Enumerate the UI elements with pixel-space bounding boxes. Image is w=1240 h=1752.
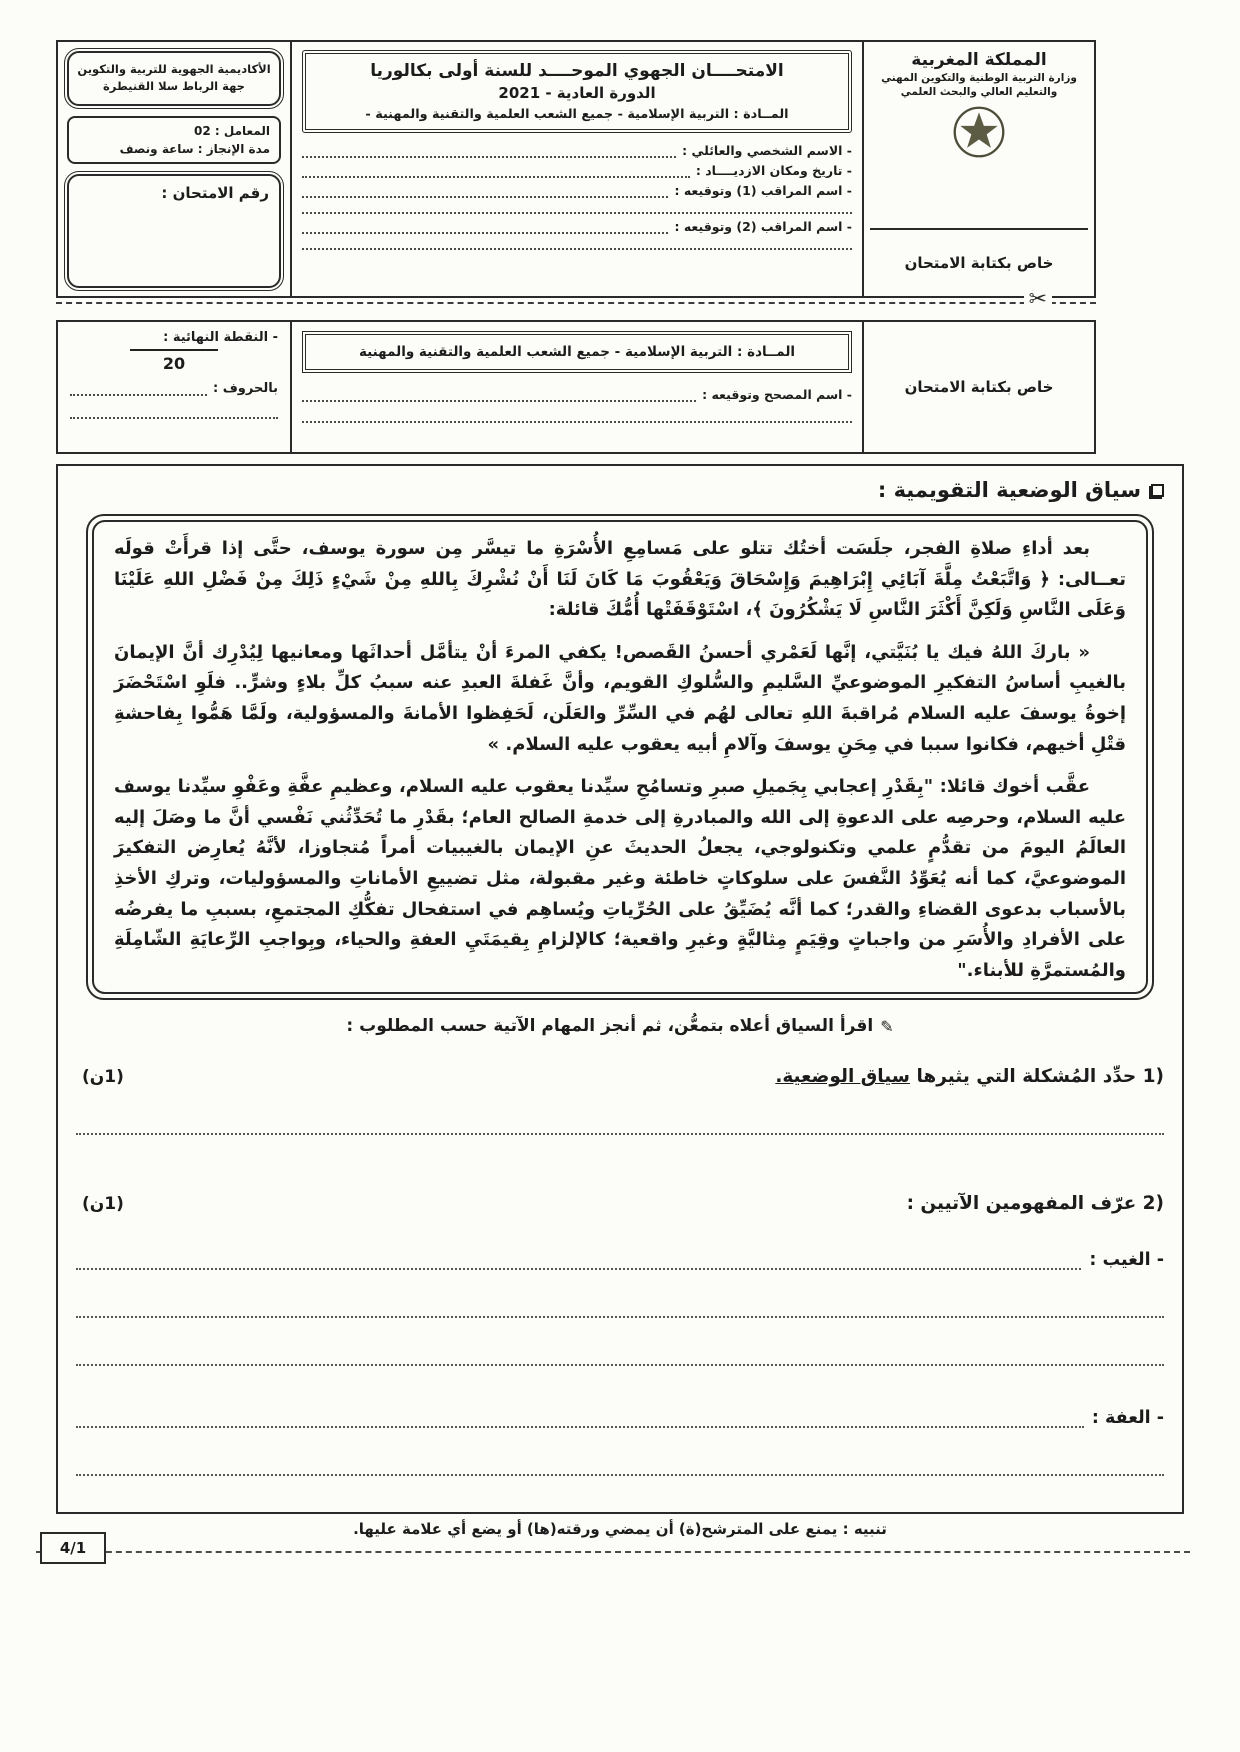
subject-frame-2: المــادة : التربية الإسلامية - جميع الشعب العلمية والتقنية والمهنية <box>302 331 852 373</box>
ministry-line-1: وزارة التربية الوطنية والتكوين المهني <box>881 72 1077 84</box>
in-letters-input-line[interactable] <box>70 383 207 396</box>
context-paragraph: بعد أداءِ صلاةِ الفجر، جلَسَت أختُك تتلو على مَسامِعِ الأُسْرَةِ ما تيسَّر مِن سورة يوسف، حتَّى إذا قرأَتْ قولَه تعــالى: ﴿ وَاتَّبَعْتُ مِلَّةَ آبَائِي إِبْرَاهِيمَ وَإِسْحَاقَ وَيَعْقُوبَ مَا كَانَ لَنَا أَنْ نُشْرِكَ بِاللهِ مِنْ شَيْءٍ ذَلِكَ مِنْ فَضْلِ اللهِ عَلَيْنَا وَعَلَى النَّاسِ وَلَكِنَّ أَكْثَرَ النَّاسِ لَا يَشْكُرُونَ ﴾، اسْتَوْقَفَتْها أُمُّكَ قائلة: <box>114 538 1126 621</box>
task-1-points: (1ن) <box>82 1067 124 1088</box>
task-1-underlined: سياق الوضعية. <box>775 1066 910 1088</box>
exam-title-frame <box>302 50 852 133</box>
concept-iffa-answer-line-2[interactable] <box>76 1474 1164 1476</box>
task-1-answer-line[interactable] <box>76 1133 1164 1135</box>
supervisor1-label: - اسم المراقب (1) وتوقيعه : <box>674 183 852 198</box>
candidate-fields <box>302 143 852 250</box>
task-2-row <box>76 1193 1164 1214</box>
grading-middle-column <box>290 322 862 452</box>
coefficient-label: المعامل : 02 <box>194 123 270 138</box>
supervisor2-label: - اسم المراقب (2) وتوقيعه : <box>674 219 852 234</box>
concept-ghayb-row <box>76 1250 1164 1270</box>
corrector-field <box>302 387 852 402</box>
exam-office-label-2: خاص بكتابة الامتحان <box>862 322 1094 452</box>
morocco-emblem-icon <box>951 104 1007 160</box>
exam-session: الدورة العادية - 2021 <box>498 84 656 102</box>
kingdom-column <box>862 42 1094 296</box>
task-1-row <box>76 1066 1164 1087</box>
academy-column <box>58 42 290 296</box>
duration-label: مدة الإنجاز : ساعة ونصف <box>119 141 270 156</box>
instruction-text: اقرأ السياق أعلاه بتمعُّن، ثم أنجز المهام الآتية حسب المطلوب : <box>346 1016 874 1037</box>
final-mark-label: - النقطة النهائية : <box>163 330 278 345</box>
score-write-line[interactable] <box>130 349 218 351</box>
coefficient-box <box>67 116 281 164</box>
task-2-number: 2) <box>1142 1193 1164 1215</box>
final-mark-column <box>58 322 290 452</box>
corrector-input-line[interactable] <box>302 389 696 402</box>
score-max: 20 <box>162 354 186 373</box>
academy-region: جهة الرباط سلا القنيطرة <box>103 79 245 94</box>
exam-title: الامتحــــان الجهوي الموحــــد للسنة أولى بكالوريا <box>370 61 784 81</box>
concept-iffa-label: - العفة : <box>1091 1408 1164 1429</box>
exam-number-frame[interactable] <box>67 174 281 289</box>
task-2-points: (1ن) <box>82 1194 124 1215</box>
situation-text-frame <box>86 514 1154 1000</box>
concept-iffa-answer-line[interactable] <box>76 1414 1084 1428</box>
full-name-field <box>302 143 852 158</box>
supervisor2-extra-line[interactable] <box>302 239 852 250</box>
task-2-label: عرّف المفهومين الآتيين : <box>906 1193 1137 1215</box>
concept-ghayb-answer-line[interactable] <box>76 1256 1081 1270</box>
exam-office-label: خاص بكتابة الامتحان <box>870 228 1088 296</box>
full-name-label: - الاسم الشخصي والعائلي : <box>682 143 852 158</box>
full-name-input-line[interactable] <box>302 145 676 158</box>
concept-iffa-row <box>76 1408 1164 1428</box>
ministry-line-2: والتعليم العالي والبحث العلمي <box>900 86 1058 98</box>
academy-frame <box>67 51 281 106</box>
academy-name: الأكاديمية الجهوية للتربية والتكوين <box>77 62 271 76</box>
bottom-cut-line <box>36 1551 1190 1553</box>
footer-notice: تنبيه : يمنع على المترشح(ة) أن يمضي ورقته(ها) أو يضع أي علامة عليها. <box>353 1520 887 1538</box>
scissors-icon: ✂ <box>1024 289 1052 311</box>
birth-label: - تاريخ ومكان الازديــــاد : <box>695 163 852 178</box>
task-1-number: 1) <box>1142 1066 1164 1088</box>
score-fraction <box>130 349 218 373</box>
corrector-label: - اسم المصحح وتوقيعه : <box>702 387 852 402</box>
grading-band <box>56 320 1096 454</box>
concept-ghayb-answer-line-3[interactable] <box>76 1364 1164 1366</box>
context-paragraph: عقَّب أخوك قائلا: "بِقَدْرِ إعجابي بِجَميلِ صبرِ وتسامُحِ سيِّدنا يعقوب عليه السلام، وعظيمِ عفَّةِ وعَفْوِ سيِّدنا يوسف عليه السلام، وحرصِه على الدعوةِ إلى الله والمبادرةِ إلى خدمةِ الصالح العام؛ بقَدْرِ ما تُحَدِّثُني نَفْسي أنَّ ما وصَلَ إليه العالَمُ اليومَ من تقدُّمٍ علمي وتكنولوجي، يجعلُ الحديثَ عنِ الإيمان بالغيبيات أمراً مُتجاوزا، لأنَّهُ يُعارِض التفكيرَ الموضوعيَّ، كما أنه يُعَوِّدُ النَّفسَ على سلوكاتٍ خاطئة وغير مقبولة، مثل تضييعِ الأماناتِ والمسؤوليات، وتركِ الأخذِ بالأسباب بدعوى القضاءِ والقدر؛ كما أنَّه يُضَيِّقُ على الحُرِّياتِ ويُساهِم في استفحال تفكُّكِ المجتمعِ، بسببِ ما يفرضُه على الأفرادِ والأُسَرِ من واجباتٍ وقِيَمٍ مِثاليَّةٍ وغيرِ واقعية؛ كالإلزامِ بِقيمَتَيِ العفةِ والحياء، وبِواجبِ الرِّعايَةِ الشّامِلَةِ والمُستمرَّةِ للأبناء." <box>114 776 1126 981</box>
kingdom-title: المملكة المغربية <box>911 50 1047 70</box>
header-block <box>56 40 1096 298</box>
supervisor1-input-line[interactable] <box>302 185 668 198</box>
pen-icon: ✎ <box>880 1016 894 1036</box>
in-letters-field <box>70 381 278 396</box>
supervisor1-field <box>302 183 852 198</box>
context-title: سياق الوضعية التقويمية : <box>877 478 1141 502</box>
supervisor2-field <box>302 219 852 234</box>
task-1-text <box>775 1066 1164 1087</box>
context-paragraph: « باركَ اللهُ فيك يا بُنَيَّتي، إنَّها لَعَمْري أحسنُ القَصص! يكفي المرءَ أنْ يتأمَّل أحداثَها ومعانيها لِيُدْرِك أنَّ الإيمانَ بالغيبِ أساسُ التفكيرِ الموضوعيِّ السَّليمِ والسُّلوكِ القويم، وأنَّ غَفلةَ العبدِ عنه سببُ كلِّ بلاءٍ وشرٍّ.. فلَوِ اسْتَحْضَرَ إخوةُ يوسفَ عليه السلام مُراقبةَ اللهِ تعالى لهُم في السِّرِّ والعَلَن، لَحَفِظوا الأمانةَ والمسؤولية، ولَمَّا هَمُّوا بِفاحشةِ قتْلِ أخيهم، فكانوا سببا في مِحَنِ يوسفَ وآلامِ أبيه يعقوب عليه السلام. » <box>114 641 1126 755</box>
concept-ghayb-answer-line-2[interactable] <box>76 1316 1164 1318</box>
exam-number-label: رقم الامتحان : <box>161 183 269 202</box>
task-1-label: حدِّد المُشكلة التي يثيرها <box>910 1066 1137 1088</box>
task-2-text <box>907 1193 1164 1214</box>
context-title-row <box>76 478 1164 502</box>
birth-input-line[interactable] <box>302 165 690 178</box>
concept-ghayb-label: - الغيب : <box>1089 1250 1164 1271</box>
corrector-extra-line[interactable] <box>302 412 852 423</box>
exam-subject: المــادة : التربية الإسلامية - جميع الشعب العلمية والتقنية والمهنية - <box>365 107 789 122</box>
cut-line <box>56 287 1096 312</box>
main-content-box <box>56 464 1184 1514</box>
supervisor1-extra-line[interactable] <box>302 203 852 214</box>
supervisor2-input-line[interactable] <box>302 221 668 234</box>
in-letters-label: بالحروف : <box>212 381 278 396</box>
in-letters-extra-line[interactable] <box>70 408 278 419</box>
page-number-badge: 4/1 <box>40 1532 106 1564</box>
instruction-row <box>76 1016 1164 1036</box>
square-bullet-icon <box>1151 484 1164 497</box>
birth-field <box>302 163 852 178</box>
exam-info-column <box>290 42 862 296</box>
